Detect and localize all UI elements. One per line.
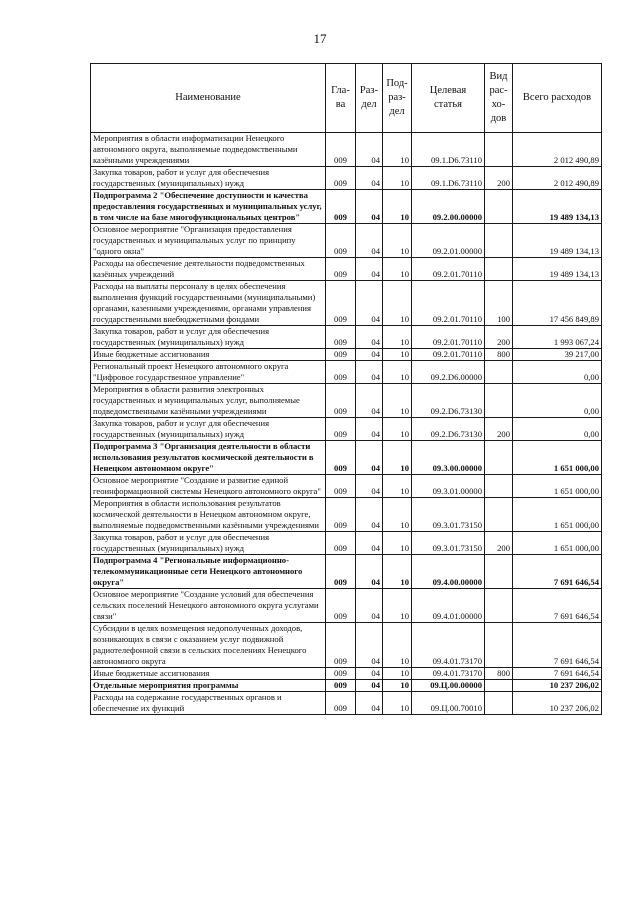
cell-name: Субсидии в целях возмещения недополученных доходов, возникающих в связи с оказанием услуг подвижной радиотелефонной связи в сельских поселениях Ненецкого автономного округа (91, 623, 326, 668)
header-row (91, 64, 602, 133)
cell-glava: 009 (326, 692, 356, 715)
cell-total: 0,00 (513, 418, 602, 441)
cell-total: 1 651 000,00 (513, 475, 602, 498)
cell-name: Основное мероприятие "Создание и развитие единой геоинформационной системы Ненецкого автономного округа" (91, 475, 326, 498)
cell-razdel: 04 (356, 133, 383, 167)
cell-razdel: 04 (356, 589, 383, 623)
cell-target: 09.2.D6.73130 (412, 418, 485, 441)
cell-podrazdel: 10 (383, 133, 412, 167)
col-header-razdel: Раз- дел (356, 64, 383, 133)
cell-target: 09.2.01.00000 (412, 224, 485, 258)
cell-podrazdel: 10 (383, 498, 412, 532)
cell-total: 39 217,00 (513, 349, 602, 361)
cell-podrazdel: 10 (383, 589, 412, 623)
cell-glava: 009 (326, 498, 356, 532)
cell-total: 19 489 134,13 (513, 258, 602, 281)
col-header-target: Целевая статья (412, 64, 485, 133)
cell-podrazdel: 10 (383, 224, 412, 258)
cell-razdel: 04 (356, 668, 383, 680)
cell-podrazdel: 10 (383, 555, 412, 589)
col-header-total: Всего расходов (513, 64, 602, 133)
cell-vid (485, 555, 513, 589)
cell-glava: 009 (326, 680, 356, 692)
table-row (91, 623, 602, 668)
cell-target: 09.4.01.73170 (412, 623, 485, 668)
cell-razdel: 04 (356, 349, 383, 361)
cell-podrazdel: 10 (383, 281, 412, 326)
cell-vid (485, 441, 513, 475)
expenditure-table (90, 63, 602, 715)
cell-total: 1 651 000,00 (513, 532, 602, 555)
cell-vid: 200 (485, 418, 513, 441)
cell-podrazdel: 10 (383, 349, 412, 361)
cell-total: 7 691 646,54 (513, 623, 602, 668)
cell-total: 2 012 490,89 (513, 167, 602, 190)
cell-name: Закупка товаров, работ и услуг для обеспечения государственных (муниципальных) нужд (91, 418, 326, 441)
cell-razdel: 04 (356, 555, 383, 589)
cell-vid (485, 623, 513, 668)
cell-vid: 100 (485, 281, 513, 326)
cell-razdel: 04 (356, 475, 383, 498)
cell-glava: 009 (326, 361, 356, 384)
cell-name: Подпрограмма 4 "Региональные информационно-телекоммуникационные сети Ненецкого автономного округа" (91, 555, 326, 589)
table-row (91, 361, 602, 384)
cell-glava: 009 (326, 384, 356, 418)
cell-glava: 009 (326, 668, 356, 680)
cell-vid (485, 258, 513, 281)
table-row (91, 680, 602, 692)
table-row (91, 589, 602, 623)
cell-target: 09.4.01.00000 (412, 589, 485, 623)
cell-target: 09.2.D6.00000 (412, 361, 485, 384)
cell-glava: 009 (326, 418, 356, 441)
cell-total: 0,00 (513, 384, 602, 418)
table-row (91, 349, 602, 361)
cell-glava: 009 (326, 623, 356, 668)
cell-target: 09.4.01.73170 (412, 668, 485, 680)
cell-razdel: 04 (356, 281, 383, 326)
cell-vid: 800 (485, 349, 513, 361)
cell-vid (485, 224, 513, 258)
cell-target: 09.3.01.73150 (412, 532, 485, 555)
cell-target: 09.3.00.00000 (412, 441, 485, 475)
cell-name: Иные бюджетные ассигнования (91, 349, 326, 361)
cell-target: 09.3.01.73150 (412, 498, 485, 532)
cell-podrazdel: 10 (383, 441, 412, 475)
cell-razdel: 04 (356, 532, 383, 555)
cell-vid (485, 589, 513, 623)
cell-vid: 200 (485, 326, 513, 349)
cell-vid (485, 361, 513, 384)
cell-razdel: 04 (356, 692, 383, 715)
cell-target: 09.4.00.00000 (412, 555, 485, 589)
cell-name: Региональный проект Ненецкого автономного округа "Цифровое государственное управление" (91, 361, 326, 384)
table-row (91, 668, 602, 680)
cell-razdel: 04 (356, 224, 383, 258)
cell-razdel: 04 (356, 167, 383, 190)
cell-glava: 009 (326, 133, 356, 167)
cell-glava: 009 (326, 258, 356, 281)
cell-target: 09.Ц.00.70010 (412, 692, 485, 715)
cell-podrazdel: 10 (383, 692, 412, 715)
cell-total: 1 651 000,00 (513, 441, 602, 475)
cell-glava: 009 (326, 555, 356, 589)
table-row (91, 384, 602, 418)
table-row (91, 692, 602, 715)
cell-glava: 009 (326, 190, 356, 224)
cell-name: Мероприятия в области использования результатов космической деятельности в Ненецком автономном округе, выполняемые подведомственными казёнными учреждениями (91, 498, 326, 532)
table-row (91, 418, 602, 441)
cell-glava: 009 (326, 326, 356, 349)
cell-total: 7 691 646,54 (513, 668, 602, 680)
cell-podrazdel: 10 (383, 668, 412, 680)
cell-name: Отдельные мероприятия программы (91, 680, 326, 692)
cell-name: Расходы на обеспечение деятельности подведомственных казённых учреждений (91, 258, 326, 281)
cell-glava: 009 (326, 441, 356, 475)
cell-total: 1 651 000,00 (513, 498, 602, 532)
table-row (91, 224, 602, 258)
table-row (91, 133, 602, 167)
cell-total: 10 237 206,02 (513, 680, 602, 692)
cell-vid (485, 190, 513, 224)
table-row (91, 555, 602, 589)
cell-vid (485, 384, 513, 418)
cell-vid (485, 475, 513, 498)
cell-vid (485, 680, 513, 692)
cell-glava: 009 (326, 281, 356, 326)
table-row (91, 532, 602, 555)
cell-razdel: 04 (356, 623, 383, 668)
cell-vid (485, 692, 513, 715)
cell-name: Закупка товаров, работ и услуг для обеспечения государственных (муниципальных) нужд (91, 167, 326, 190)
cell-target: 09.1.D6.73110 (412, 167, 485, 190)
table-body (91, 133, 602, 715)
cell-glava: 009 (326, 224, 356, 258)
cell-total: 7 691 646,54 (513, 555, 602, 589)
cell-name: Основное мероприятие "Организация предоставления государственных и муниципальных услуг по принципу "одного окна" (91, 224, 326, 258)
cell-target: 09.2.00.00000 (412, 190, 485, 224)
cell-target: 09.1.D6.73110 (412, 133, 485, 167)
cell-target: 09.2.01.70110 (412, 258, 485, 281)
cell-total: 0,00 (513, 361, 602, 384)
table-row (91, 167, 602, 190)
cell-razdel: 04 (356, 258, 383, 281)
cell-name: Расходы на выплаты персоналу в целях обеспечения выполнения функций государственными (муниципальными) органами, казенными учреждениями, органами управления государственными внебюджетными фондами (91, 281, 326, 326)
cell-total: 10 237 206,02 (513, 692, 602, 715)
cell-podrazdel: 10 (383, 190, 412, 224)
cell-vid (485, 498, 513, 532)
cell-name: Подпрограмма 2 "Обеспечение доступности и качества предоставления государственных и муниципальных услуг, в том числе на базе многофункциональных центров" (91, 190, 326, 224)
cell-name: Закупка товаров, работ и услуг для обеспечения государственных (муниципальных) нужд (91, 532, 326, 555)
cell-razdel: 04 (356, 361, 383, 384)
cell-podrazdel: 10 (383, 167, 412, 190)
cell-name: Основное мероприятие "Создание условий для обеспечения сельских поселений Ненецкого автономного округа услугами связи" (91, 589, 326, 623)
cell-podrazdel: 10 (383, 475, 412, 498)
cell-podrazdel: 10 (383, 680, 412, 692)
cell-glava: 009 (326, 532, 356, 555)
cell-target: 09.Ц.00.00000 (412, 680, 485, 692)
cell-glava: 009 (326, 475, 356, 498)
cell-name: Мероприятия в области развития электронных государственных и муниципальных услуг, выполняемые подведомственными казёнными учреждениями (91, 384, 326, 418)
table-row (91, 441, 602, 475)
table-row (91, 326, 602, 349)
cell-razdel: 04 (356, 418, 383, 441)
cell-name: Мероприятия в области информатизации Ненецкого автономного округа, выполняемые подведомственными казёнными учреждениями (91, 133, 326, 167)
cell-podrazdel: 10 (383, 532, 412, 555)
cell-total: 2 012 490,89 (513, 133, 602, 167)
cell-total: 19 489 134,13 (513, 190, 602, 224)
cell-target: 09.2.01.70110 (412, 281, 485, 326)
cell-podrazdel: 10 (383, 623, 412, 668)
cell-name: Подпрограмма 3 "Организация деятельности в области использования результатов космической деятельности в Ненецком автономном округе" (91, 441, 326, 475)
cell-name: Закупка товаров, работ и услуг для обеспечения государственных (муниципальных) нужд (91, 326, 326, 349)
cell-vid (485, 133, 513, 167)
cell-total: 7 691 646,54 (513, 589, 602, 623)
cell-name: Расходы на содержание государственных органов и обеспечение их функций (91, 692, 326, 715)
cell-glava: 009 (326, 589, 356, 623)
cell-razdel: 04 (356, 498, 383, 532)
table-row (91, 281, 602, 326)
cell-razdel: 04 (356, 190, 383, 224)
cell-razdel: 04 (356, 326, 383, 349)
cell-razdel: 04 (356, 384, 383, 418)
cell-podrazdel: 10 (383, 361, 412, 384)
table-row (91, 258, 602, 281)
cell-total: 19 489 134,13 (513, 224, 602, 258)
cell-razdel: 04 (356, 680, 383, 692)
cell-target: 09.2.01.70110 (412, 349, 485, 361)
cell-glava: 009 (326, 167, 356, 190)
cell-target: 09.2.D6.73130 (412, 384, 485, 418)
cell-razdel: 04 (356, 441, 383, 475)
table-row (91, 190, 602, 224)
cell-podrazdel: 10 (383, 326, 412, 349)
cell-target: 09.3.01.00000 (412, 475, 485, 498)
col-header-podrazdel: Под- раз- дел (383, 64, 412, 133)
cell-glava: 009 (326, 349, 356, 361)
cell-vid: 800 (485, 668, 513, 680)
cell-target: 09.2.01.70110 (412, 326, 485, 349)
cell-podrazdel: 10 (383, 418, 412, 441)
cell-vid: 200 (485, 532, 513, 555)
cell-name: Иные бюджетные ассигнования (91, 668, 326, 680)
cell-total: 1 993 067,24 (513, 326, 602, 349)
cell-podrazdel: 10 (383, 258, 412, 281)
page-number: 17 (313, 31, 327, 46)
cell-vid: 200 (485, 167, 513, 190)
col-header-vid: Вид рас- хо- дов (485, 64, 513, 133)
col-header-glava: Гла- ва (326, 64, 356, 133)
table-row (91, 498, 602, 532)
table-row (91, 475, 602, 498)
cell-podrazdel: 10 (383, 384, 412, 418)
cell-total: 17 456 849,89 (513, 281, 602, 326)
col-header-name: Наименование (91, 64, 326, 133)
